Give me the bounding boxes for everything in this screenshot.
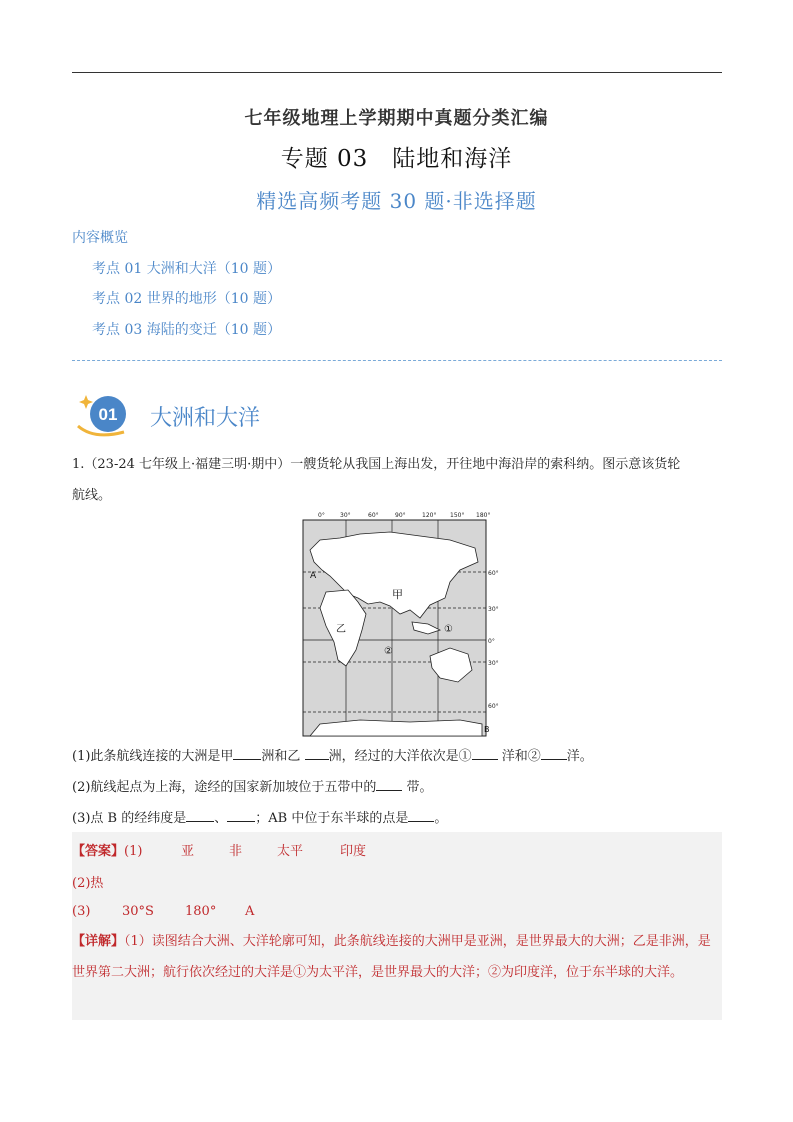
subquestion-1-text: 洲和乙 — [261, 749, 301, 764]
subquestion-3-prefix: (3)点 B 的经纬度是 — [72, 811, 187, 826]
section-number-badge — [72, 390, 152, 440]
point-1-label: ① — [444, 624, 453, 635]
lat-label: 60° — [488, 703, 499, 710]
answer-line-2: (2)热 — [72, 876, 104, 891]
lon-label: 60° — [368, 512, 379, 519]
subquestion-1-text: 洲，经过的大洋依次是① — [328, 749, 472, 764]
series-title: 七年级地理上学期期中真题分类汇编 — [244, 108, 549, 129]
answer-line-1 — [72, 840, 142, 859]
answer-blank[interactable] — [541, 746, 567, 760]
lon-label: 180° — [476, 512, 491, 519]
lat-label: 30° — [488, 606, 499, 613]
lon-label: 0° — [318, 512, 325, 519]
map-longitude-labels — [318, 512, 490, 519]
answer-value: 印度 — [340, 844, 367, 859]
point-jia-label: 甲 — [392, 588, 403, 601]
lat-label: 0° — [488, 638, 495, 645]
section-title: 大洲和大洋 — [150, 406, 261, 431]
answer-number: (1) — [124, 844, 143, 859]
answer-label: 【答案】 — [72, 844, 125, 859]
section-divider — [72, 360, 722, 361]
subquestion-2-prefix: (2)航线起点为上海，途经的国家新加坡位于五带中的 — [72, 780, 377, 795]
world-map-figure — [300, 510, 499, 740]
point-yi-label: 乙 — [336, 624, 346, 635]
answer-blank[interactable] — [305, 746, 329, 760]
lon-label: 150° — [450, 512, 465, 519]
toc-item-2[interactable]: 考点 02 世界的地形（10 题） — [92, 291, 281, 307]
answer-blank[interactable] — [186, 808, 214, 822]
answer-value: A — [245, 904, 255, 919]
badge-number: 01 — [98, 405, 118, 424]
answer-blank[interactable] — [472, 746, 498, 760]
answer-value: 180° — [185, 904, 217, 919]
toc-heading: 内容概览 — [72, 230, 128, 246]
point-2-label: ② — [384, 646, 393, 657]
answer-value: 非 — [229, 844, 243, 859]
detail-text: （1）读图结合大洲、大洋轮廓可知，此条航线连接的大洲甲是亚洲，是世界最大的大洲；乙是非洲，是世界第二大洲；航行依次经过的大洋是①为太平洋，是世界最大的大洋；②为印度洋，位于东半球的大洋。 — [72, 934, 711, 980]
lon-label: 120° — [422, 512, 437, 519]
toc-item-3[interactable]: 考点 03 海陆的变迁（10 题） — [92, 322, 281, 338]
subquestion-1-prefix: (1)此条航线连接的大洲是甲 — [72, 749, 234, 764]
answer-value: 30°S — [122, 904, 154, 919]
subquestion-3-mid: ；AB 中位于东半球的点是 — [255, 811, 409, 826]
subquestion-1 — [72, 746, 593, 767]
subquestion-1-text: 洋。 — [566, 749, 593, 764]
subquestion-2-suffix: 带。 — [402, 780, 433, 795]
subquestion-3-suffix: 。 — [434, 811, 448, 826]
antarctica-shape — [310, 720, 482, 736]
subquestion-1-text: 洋和② — [497, 749, 541, 764]
answer-detail — [72, 926, 722, 988]
answer-blank[interactable] — [408, 808, 434, 822]
lat-label: 60° — [488, 570, 499, 577]
top-rule — [72, 72, 722, 73]
page-title: 专题 03 陆地和海洋 — [280, 146, 513, 172]
answer-blank[interactable] — [376, 777, 402, 791]
map-latitude-labels — [488, 570, 499, 710]
question-stem-line2: 航线。 — [72, 488, 112, 503]
lat-label: 30° — [488, 660, 499, 667]
answer-blank[interactable] — [227, 808, 255, 822]
badge-star-icon — [79, 395, 93, 409]
answer-line-3-prefix: (3) — [72, 904, 91, 919]
toc-item-1[interactable]: 考点 01 大洲和大洋（10 题） — [92, 261, 281, 277]
point-b-label: B — [484, 725, 490, 734]
answer-value: 亚 — [181, 844, 195, 859]
lon-label: 90° — [395, 512, 406, 519]
point-a-label: A — [310, 571, 317, 581]
subquestion-3-sep: 、 — [214, 811, 228, 826]
subquestion-2 — [72, 777, 433, 798]
subquestion-3 — [72, 808, 447, 829]
answer-value: 太平 — [277, 844, 304, 859]
answer-blank[interactable] — [233, 746, 261, 760]
lon-label: 30° — [340, 512, 351, 519]
detail-label: 【详解】 — [72, 934, 125, 949]
question-stem-line1: 1.（23-24 七年级上·福建三明·期中）一艘货轮从我国上海出发，开往地中海沿岸的索科纳。图示意该货轮 — [72, 457, 681, 472]
page-subtitle: 精选高频考题 30 题·非选择题 — [256, 189, 537, 213]
